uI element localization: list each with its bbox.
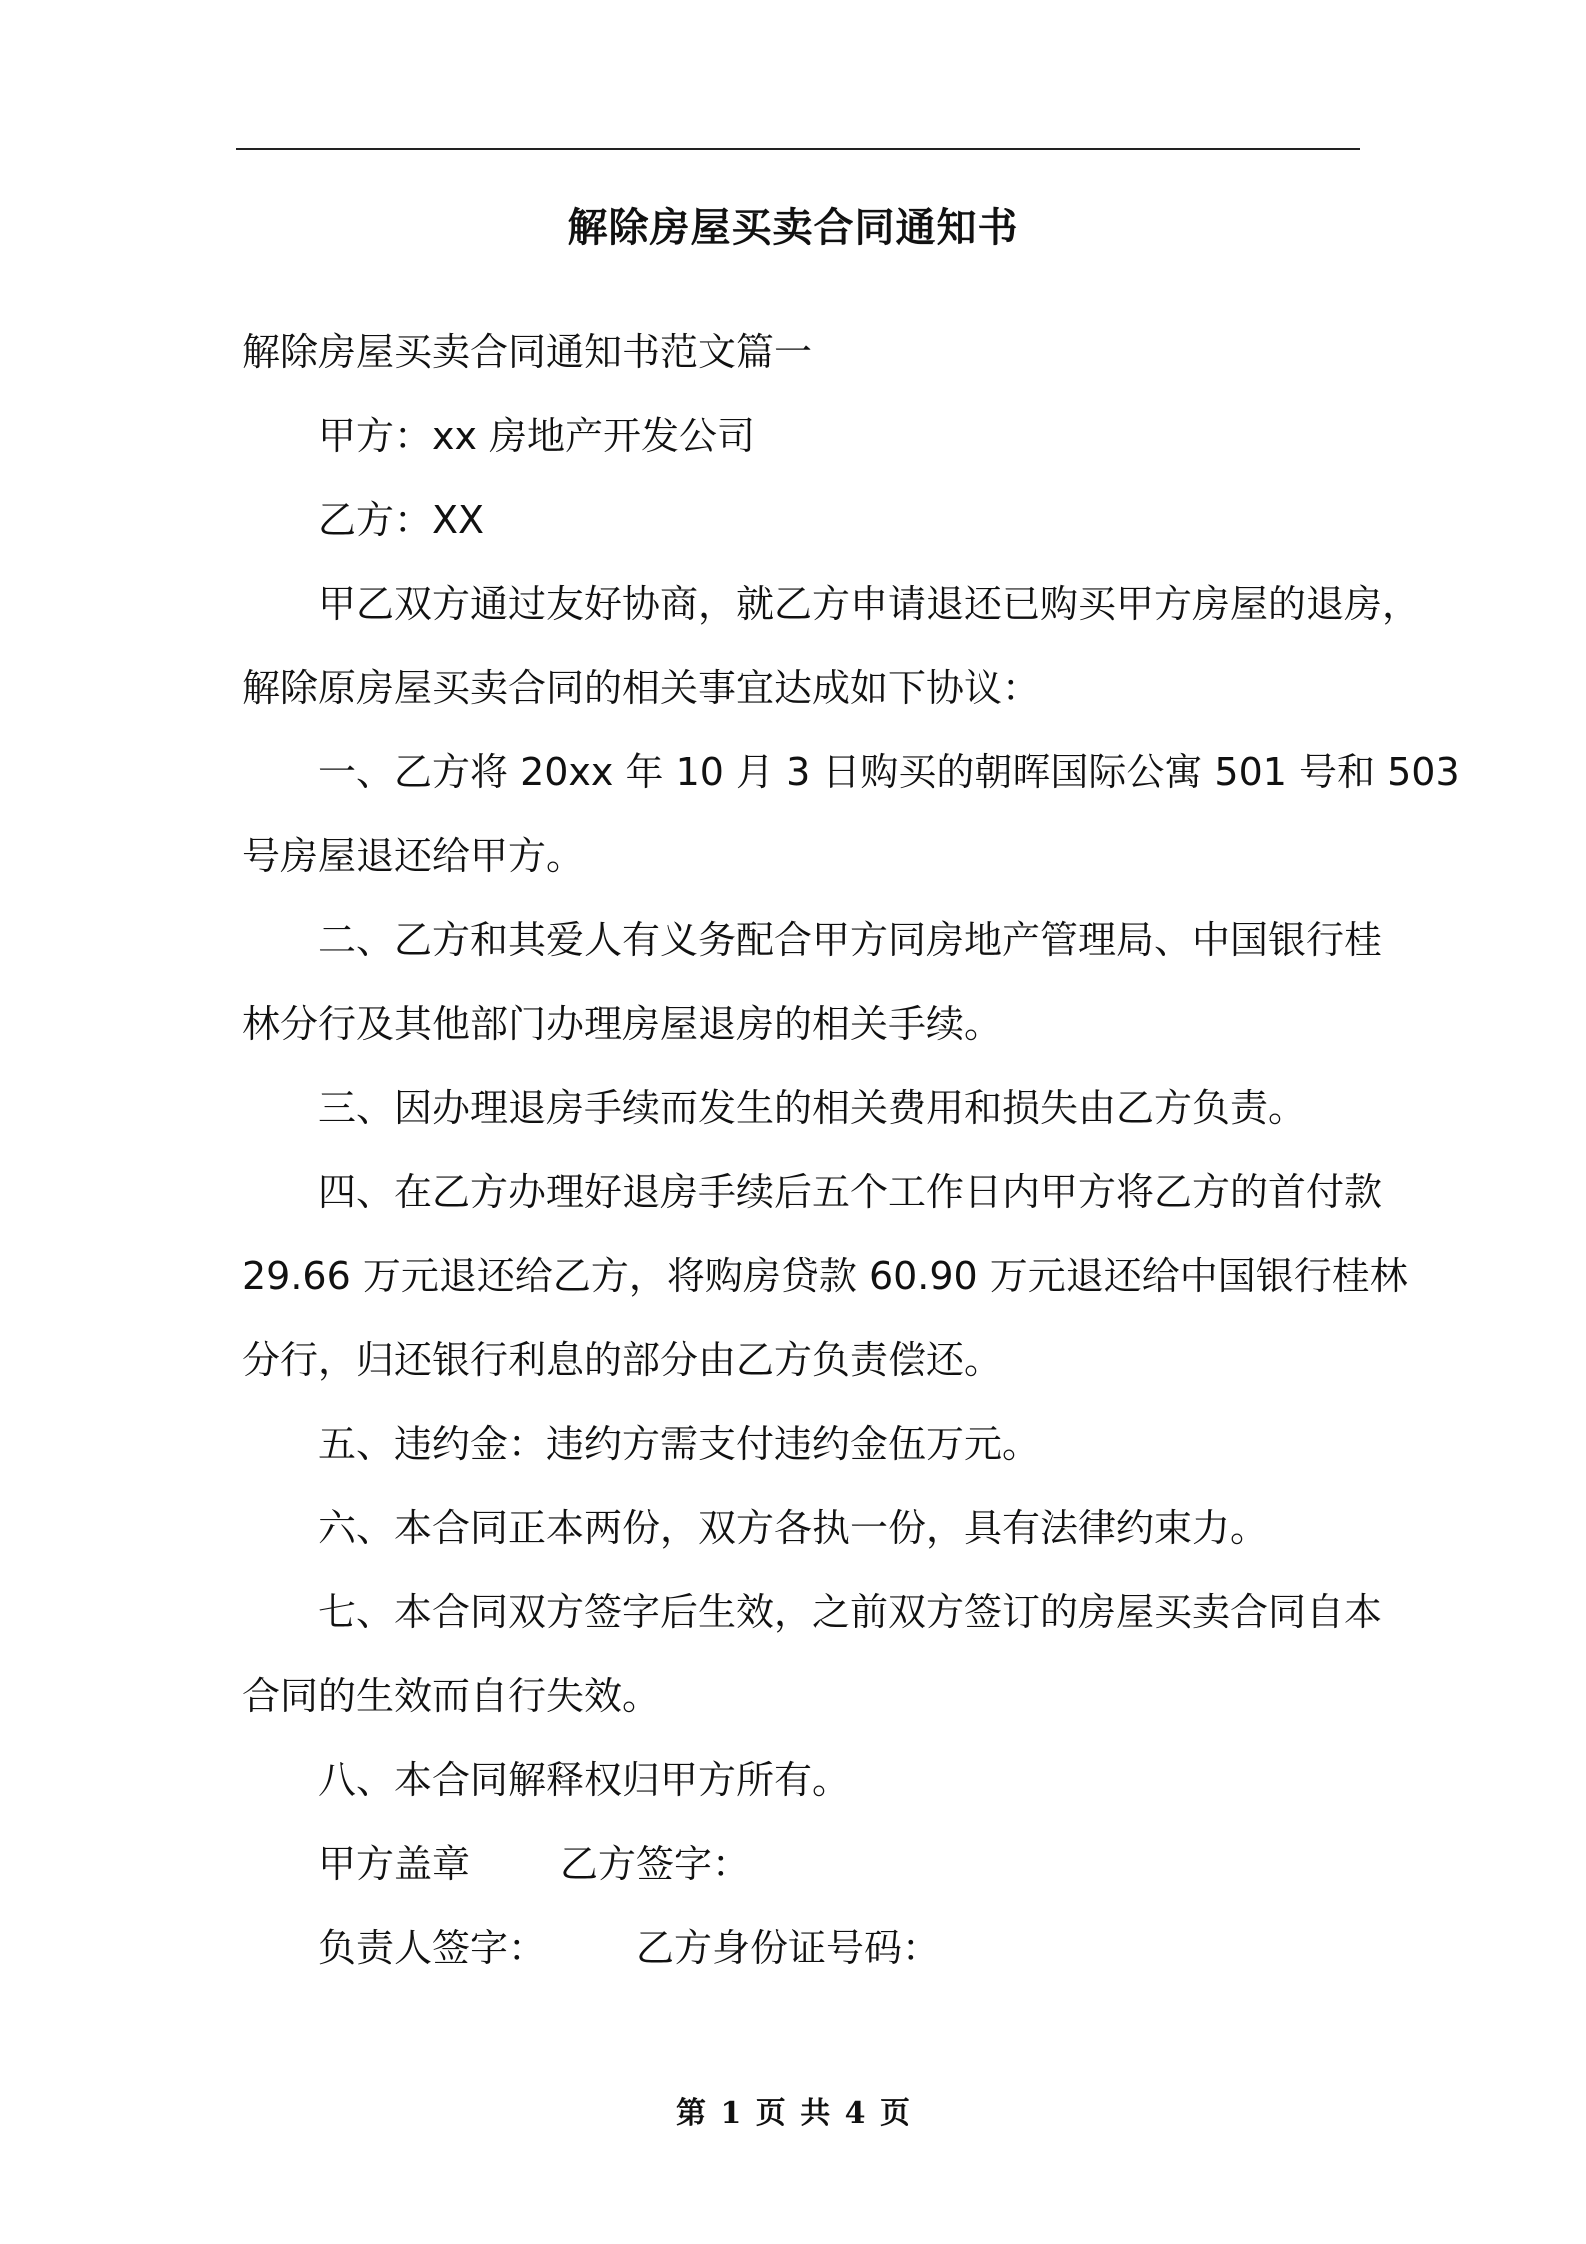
party-a: 甲方：xx 房地产开发公司 bbox=[318, 414, 756, 458]
clause-8-line-1: 八、本合同解释权归甲方所有。 bbox=[318, 1758, 851, 1802]
representative-signature-label: 负责人签字： bbox=[318, 1926, 547, 1970]
clause-5-line-1: 五、违约金：违约方需支付违约金伍万元。 bbox=[318, 1422, 1041, 1466]
clause-6-line-1: 六、本合同正本两份，双方各执一份，具有法律约束力。 bbox=[318, 1506, 1269, 1550]
document-subtitle: 解除房屋买卖合同通知书范文篇一 bbox=[242, 330, 813, 374]
clause-4-line-2: 29.66 万元退还给乙方，将购房贷款 60.90 万元退还给中国银行桂林 bbox=[242, 1254, 1408, 1298]
document-title: 解除房屋买卖合同通知书 bbox=[567, 205, 1019, 251]
clause-7-line-2: 合同的生效而自行失效。 bbox=[242, 1674, 661, 1718]
clause-3-line-1: 三、因办理退房手续而发生的相关费用和损失由乙方负责。 bbox=[318, 1086, 1307, 1130]
clause-1-line-2: 号房屋退还给甲方。 bbox=[242, 834, 585, 878]
clause-1-line-1: 一、乙方将 20xx 年 10 月 3 日购买的朝晖国际公寓 501 号和 503 bbox=[318, 750, 1460, 794]
page-number: 第 1 页 共 4 页 bbox=[676, 2096, 910, 2131]
party-b-id-label: 乙方身份证号码： bbox=[636, 1926, 941, 1970]
clause-2-line-2: 林分行及其他部门办理房屋退房的相关手续。 bbox=[242, 1002, 1003, 1046]
clause-2-line-1: 二、乙方和其爱人有义务配合甲方同房地产管理局、中国银行桂 bbox=[318, 918, 1383, 962]
intro-line-1: 甲乙双方通过友好协商，就乙方申请退还已购买甲方房屋的退房， bbox=[318, 582, 1421, 626]
intro-line-2: 解除原房屋买卖合同的相关事宜达成如下协议： bbox=[242, 666, 1041, 710]
clause-4-line-3: 分行，归还银行利息的部分由乙方负责偿还。 bbox=[242, 1338, 1003, 1382]
party-b-signature-label: 乙方签字： bbox=[560, 1842, 751, 1886]
header-rule bbox=[236, 148, 1360, 150]
party-a-seal-label: 甲方盖章 bbox=[318, 1842, 471, 1886]
clause-7-line-1: 七、本合同双方签字后生效，之前双方签订的房屋买卖合同自本 bbox=[318, 1590, 1383, 1634]
party-b: 乙方：XX bbox=[318, 498, 485, 542]
clause-4-line-1: 四、在乙方办理好退房手续后五个工作日内甲方将乙方的首付款 bbox=[318, 1170, 1383, 1214]
